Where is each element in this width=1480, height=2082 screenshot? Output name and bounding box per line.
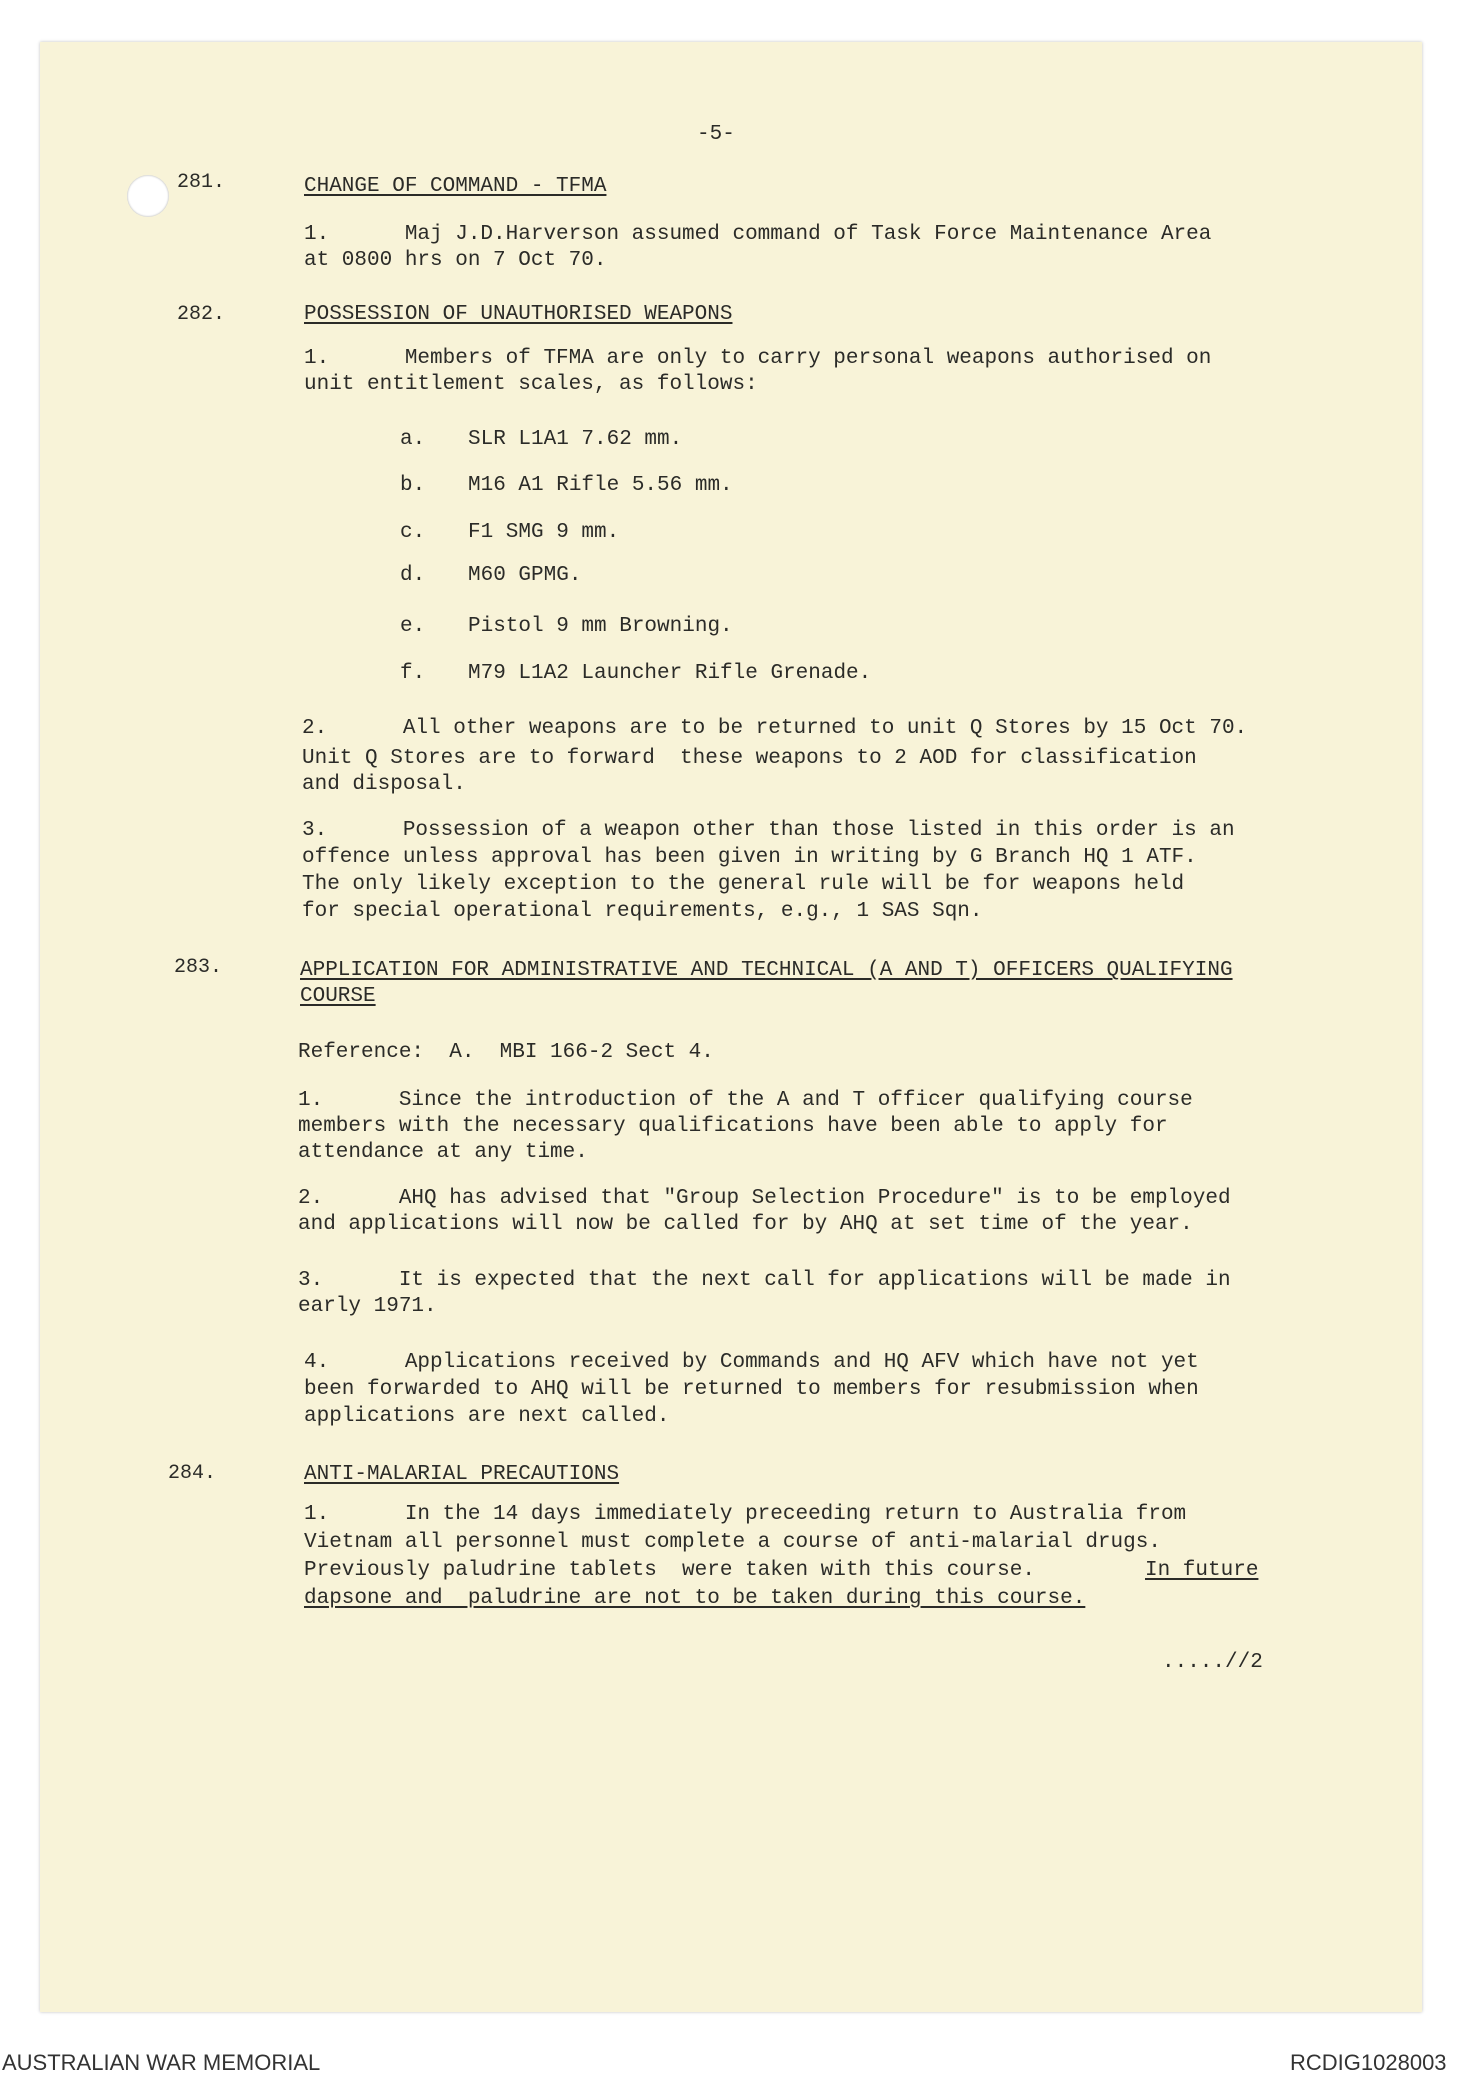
section-282-para-2-line-1: 2. All other weapons are to be returned to unit Q Stores by 15 Oct 70. bbox=[302, 717, 1248, 740]
footer-institution: AUSTRALIAN WAR MEMORIAL bbox=[2, 2050, 321, 2075]
weapon-item-letter: e. bbox=[400, 615, 426, 638]
weapon-item-text: M60 GPMG. bbox=[468, 564, 582, 587]
weapon-item-letter: f. bbox=[400, 662, 426, 685]
weapon-item-text: M79 L1A2 Launcher Rifle Grenade. bbox=[468, 662, 872, 685]
section-282-para-3-line-4: for special operational requirements, e.g., 1 SAS Sqn. bbox=[302, 900, 983, 923]
section-283-para-1-line-3: attendance at any time. bbox=[298, 1141, 588, 1164]
section-283-reference: Reference: A. MBI 166-2 Sect 4. bbox=[298, 1041, 714, 1064]
weapon-item-text: M16 A1 Rifle 5.56 mm. bbox=[468, 474, 733, 497]
section-282-para-2-line-2: Unit Q Stores are to forward these weapons to 2 AOD for classification bbox=[302, 747, 1197, 770]
section-281-para-1-line-1: 1. Maj J.D.Harverson assumed command of Task Force Maintenance Area bbox=[304, 223, 1212, 246]
section-282-title: POSSESSION OF UNAUTHORISED WEAPONS bbox=[304, 303, 733, 326]
section-284-underlined-start: In future bbox=[1145, 1559, 1259, 1582]
section-283-number: 283. bbox=[174, 956, 223, 979]
section-283-para-4-line-1: 4. Applications received by Commands and HQ AFV which have not yet bbox=[304, 1351, 1199, 1374]
weapon-item-text: F1 SMG 9 mm. bbox=[468, 521, 620, 544]
section-284-para-1-line-3: Previously paludrine tablets were taken with this course. bbox=[304, 1559, 1035, 1582]
section-282-para-3-line-2: offence unless approval has been given in writing by G Branch HQ 1 ATF. bbox=[302, 846, 1197, 869]
footer-catalogue-id: RCDIG1028003 bbox=[1290, 2050, 1447, 2075]
section-283-title: APPLICATION FOR ADMINISTRATIVE AND TECHNICAL (A AND T) OFFICERS QUALIFYING bbox=[300, 959, 1233, 982]
section-283-para-2-line-2: and applications will now be called for by AHQ at set time of the year. bbox=[298, 1213, 1193, 1236]
section-282-para-1-line-2: unit entitlement scales, as follows: bbox=[304, 373, 758, 396]
weapon-item-text: Pistol 9 mm Browning. bbox=[468, 615, 733, 638]
section-284-number: 284. bbox=[168, 1462, 217, 1485]
section-281-number: 281. bbox=[177, 171, 226, 194]
page-number: -5- bbox=[697, 123, 735, 146]
weapon-item-letter: a. bbox=[400, 428, 426, 451]
section-283-para-3-line-2: early 1971. bbox=[298, 1295, 437, 1318]
section-283-para-1-line-2: members with the necessary qualifications have been able to apply for bbox=[298, 1115, 1168, 1138]
section-283-para-1-line-1: 1. Since the introduction of the A and T officer qualifying course bbox=[298, 1089, 1193, 1112]
section-282-para-3-line-3: The only likely exception to the general rule will be for weapons held bbox=[302, 873, 1185, 896]
section-281-para-1-line-2: at 0800 hrs on 7 Oct 70. bbox=[304, 249, 607, 272]
weapon-item-letter: c. bbox=[400, 521, 426, 544]
section-282-para-3-line-1: 3. Possession of a weapon other than those listed in this order is an bbox=[302, 819, 1235, 842]
section-284-title: ANTI-MALARIAL PRECAUTIONS bbox=[304, 1463, 620, 1486]
section-283-para-4-line-2: been forwarded to AHQ will be returned to members for resubmission when bbox=[304, 1378, 1199, 1401]
weapon-item-text: SLR L1A1 7.62 mm. bbox=[468, 428, 683, 451]
section-282-para-1-line-1: 1. Members of TFMA are only to carry personal weapons authorised on bbox=[304, 347, 1212, 370]
weapon-item-letter: b. bbox=[400, 474, 426, 497]
section-284-underlined-end: dapsone and paludrine are not to be taken during this course. bbox=[304, 1587, 1086, 1610]
section-283-title-line-2: COURSE bbox=[300, 985, 376, 1008]
document-page bbox=[40, 42, 1422, 2012]
section-283-para-2-line-1: 2. AHQ has advised that "Group Selection Procedure" is to be employed bbox=[298, 1187, 1231, 1210]
section-282-para-2-line-3: and disposal. bbox=[302, 773, 466, 796]
continuation-marker: .....//2 bbox=[1162, 1651, 1263, 1674]
section-282-number: 282. bbox=[177, 303, 226, 326]
section-283-para-4-line-3: applications are next called. bbox=[304, 1405, 670, 1428]
punch-hole bbox=[127, 175, 169, 217]
weapon-item-letter: d. bbox=[400, 564, 426, 587]
section-281-title: CHANGE OF COMMAND - TFMA bbox=[304, 175, 607, 198]
section-284-para-1-line-1: 1. In the 14 days immediately preceeding return to Australia from bbox=[304, 1503, 1187, 1526]
section-283-para-3-line-1: 3. It is expected that the next call for applications will be made in bbox=[298, 1269, 1231, 1292]
section-284-para-1-line-2: Vietnam all personnel must complete a course of anti-malarial drugs. bbox=[304, 1531, 1161, 1554]
